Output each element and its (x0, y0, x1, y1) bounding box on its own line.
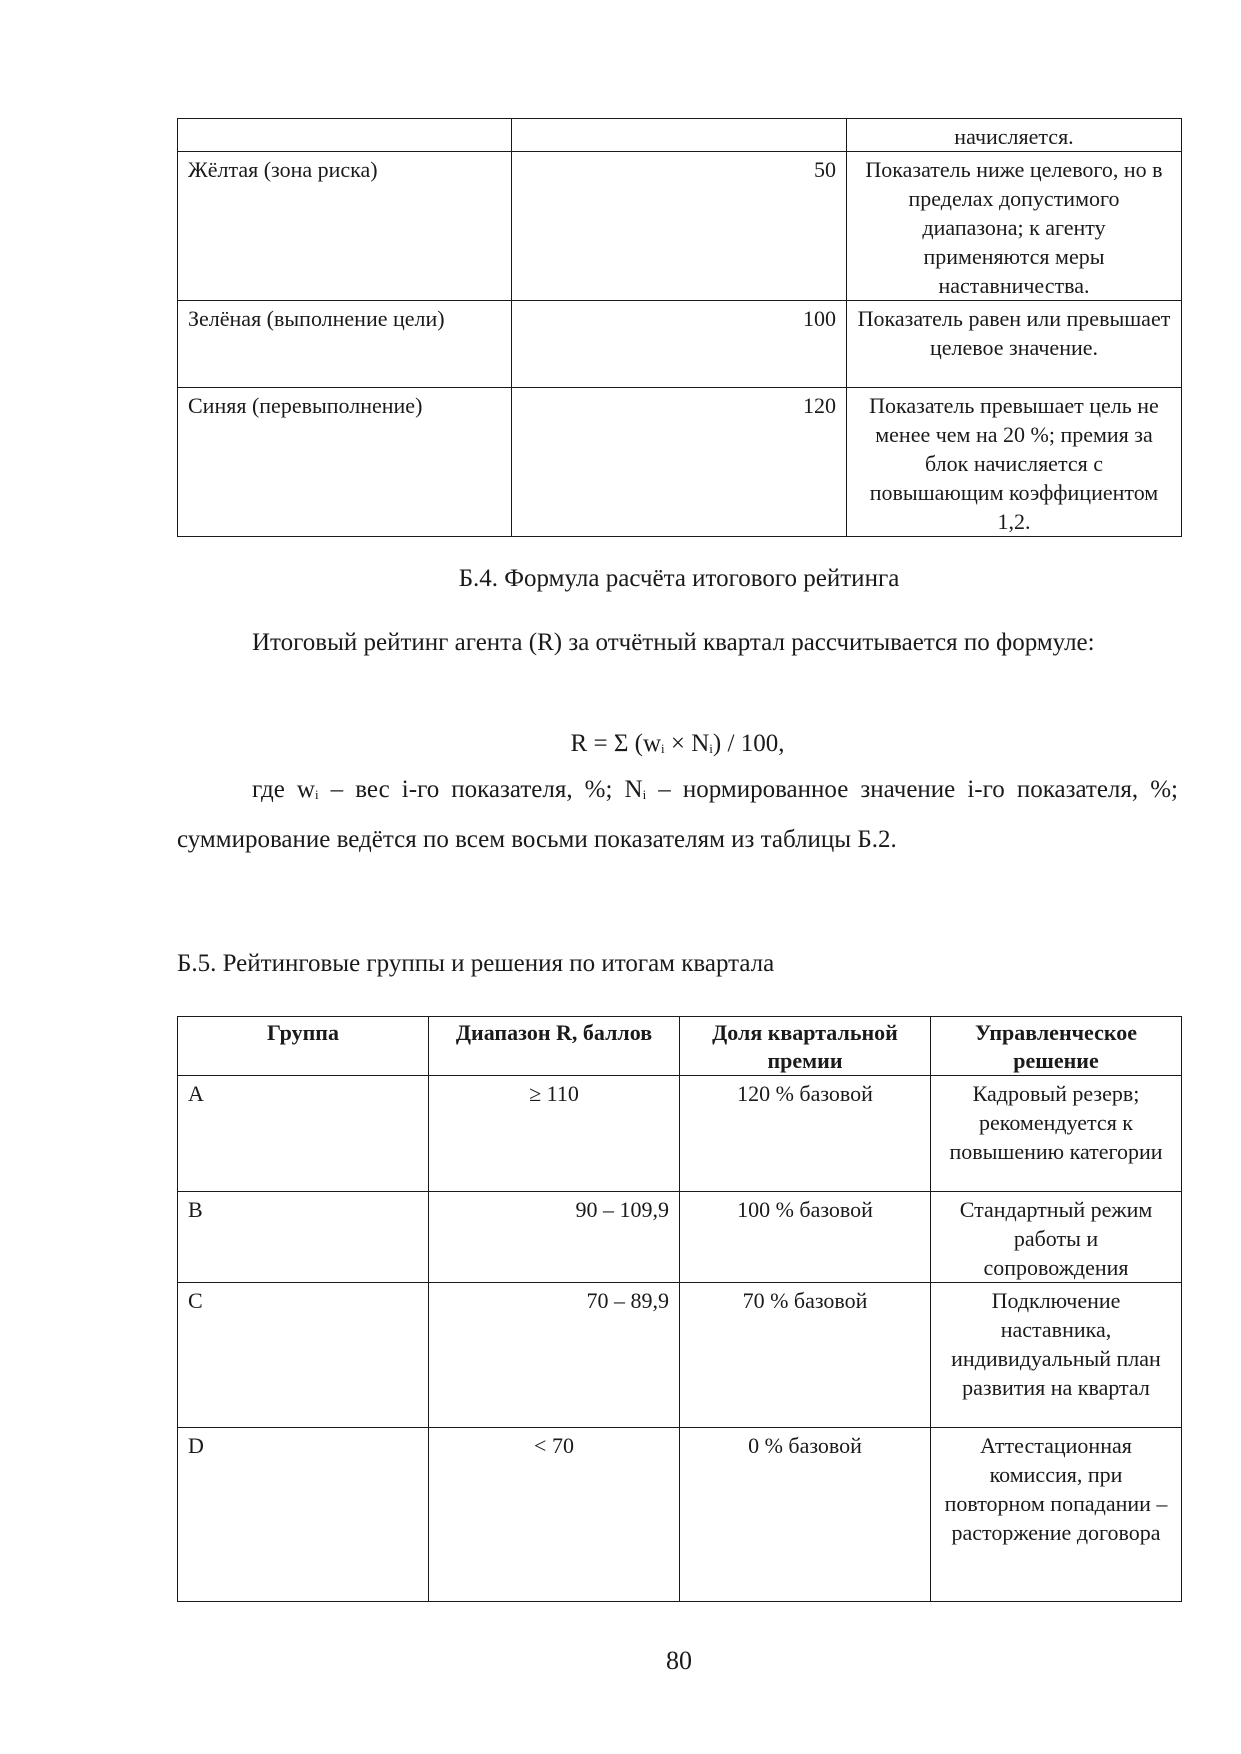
decision-cell: Стандартный режим работы и сопровождения (931, 1192, 1182, 1283)
description-cell: Показатель превышает цель не менее чем на 20 %; премия за блок начисляется с повышающим коэффициентом 1,2. (847, 388, 1182, 537)
description-cell: Показатель ниже целевого, но в пределах допустимого диапазона; к агенту применяются меры наставничества. (847, 152, 1182, 301)
range-cell: 90 – 109,9 (429, 1192, 680, 1283)
formula-part: ) / 100, (712, 730, 785, 757)
value-cell (512, 119, 847, 152)
zones-table-continued (177, 118, 1182, 537)
table-row (178, 388, 1182, 537)
decision-cell: Кадровый резерв; рекомендуется к повышению категории (931, 1076, 1182, 1192)
formula-explanation (177, 765, 1178, 865)
column-header: Доля квартальной премии (680, 1017, 931, 1076)
bonus-cell: 120 % базовой (680, 1076, 931, 1192)
range-cell: ≥ 110 (429, 1076, 680, 1192)
explanation-subscript: i (314, 787, 319, 802)
decision-cell: Аттестационная комиссия, при повторном попадании – расторжение договора (931, 1428, 1182, 1602)
formula-subscript: i (661, 741, 665, 756)
explanation-text: где w (252, 776, 315, 803)
zone-cell: Синяя (перевыполнение) (178, 388, 512, 537)
group-cell: B (178, 1192, 429, 1283)
section-b4-intro: Итоговый рейтинг агента (R) за отчётный квартал рассчитывается по формуле: (252, 629, 1095, 656)
rating-formula (177, 729, 1178, 759)
group-cell: C (178, 1283, 429, 1428)
rating-groups-table (177, 1016, 1182, 1602)
formula-part: × N (664, 730, 710, 757)
bonus-cell: 70 % базовой (680, 1283, 931, 1428)
formula-part: R = Σ (w (570, 730, 662, 757)
group-cell: A (178, 1076, 429, 1192)
description-cell: Показатель равен или превышает целевое значение. (847, 301, 1182, 388)
section-b5-heading: Б.5. Рейтинговые группы и решения по итогам квартала (177, 950, 775, 977)
table-row (178, 1283, 1182, 1428)
table-row (178, 1192, 1182, 1283)
explanation-text: – нормированное значение i-го показателя, %; суммирование ведётся по всем восьми показателям из таблицы Б.2. (177, 776, 1178, 853)
table-row (178, 152, 1182, 301)
description-cell: начисляется. (847, 119, 1182, 152)
column-header: Диапазон R, баллов (429, 1017, 680, 1076)
column-header: Группа (178, 1017, 429, 1076)
explanation-text: – вес i-го показателя, %; N (318, 776, 643, 803)
zone-cell (178, 119, 512, 152)
range-cell: 70 – 89,9 (429, 1283, 680, 1428)
table-row (178, 119, 1182, 152)
page-number: 80 (666, 1646, 692, 1675)
value-cell: 120 (512, 388, 847, 537)
section-b4-heading: Б.4. Формула расчёта итогового рейтинга (458, 565, 900, 592)
zone-cell: Зелёная (выполнение цели) (178, 301, 512, 388)
value-cell: 100 (512, 301, 847, 388)
table-header-row (178, 1017, 1182, 1076)
zone-cell: Жёлтая (зона риска) (178, 152, 512, 301)
bonus-cell: 100 % базовой (680, 1192, 931, 1283)
column-header: Управленческое решение (931, 1017, 1182, 1076)
formula-subscript: i (709, 741, 713, 756)
decision-cell: Подключение наставника, индивидуальный план развития на квартал (931, 1283, 1182, 1428)
value-cell: 50 (512, 152, 847, 301)
table-row (178, 1076, 1182, 1192)
bonus-cell: 0 % базовой (680, 1428, 931, 1602)
group-cell: D (178, 1428, 429, 1602)
table-row (178, 301, 1182, 388)
explanation-subscript: i (642, 787, 647, 802)
table-row (178, 1428, 1182, 1602)
range-cell: < 70 (429, 1428, 680, 1602)
